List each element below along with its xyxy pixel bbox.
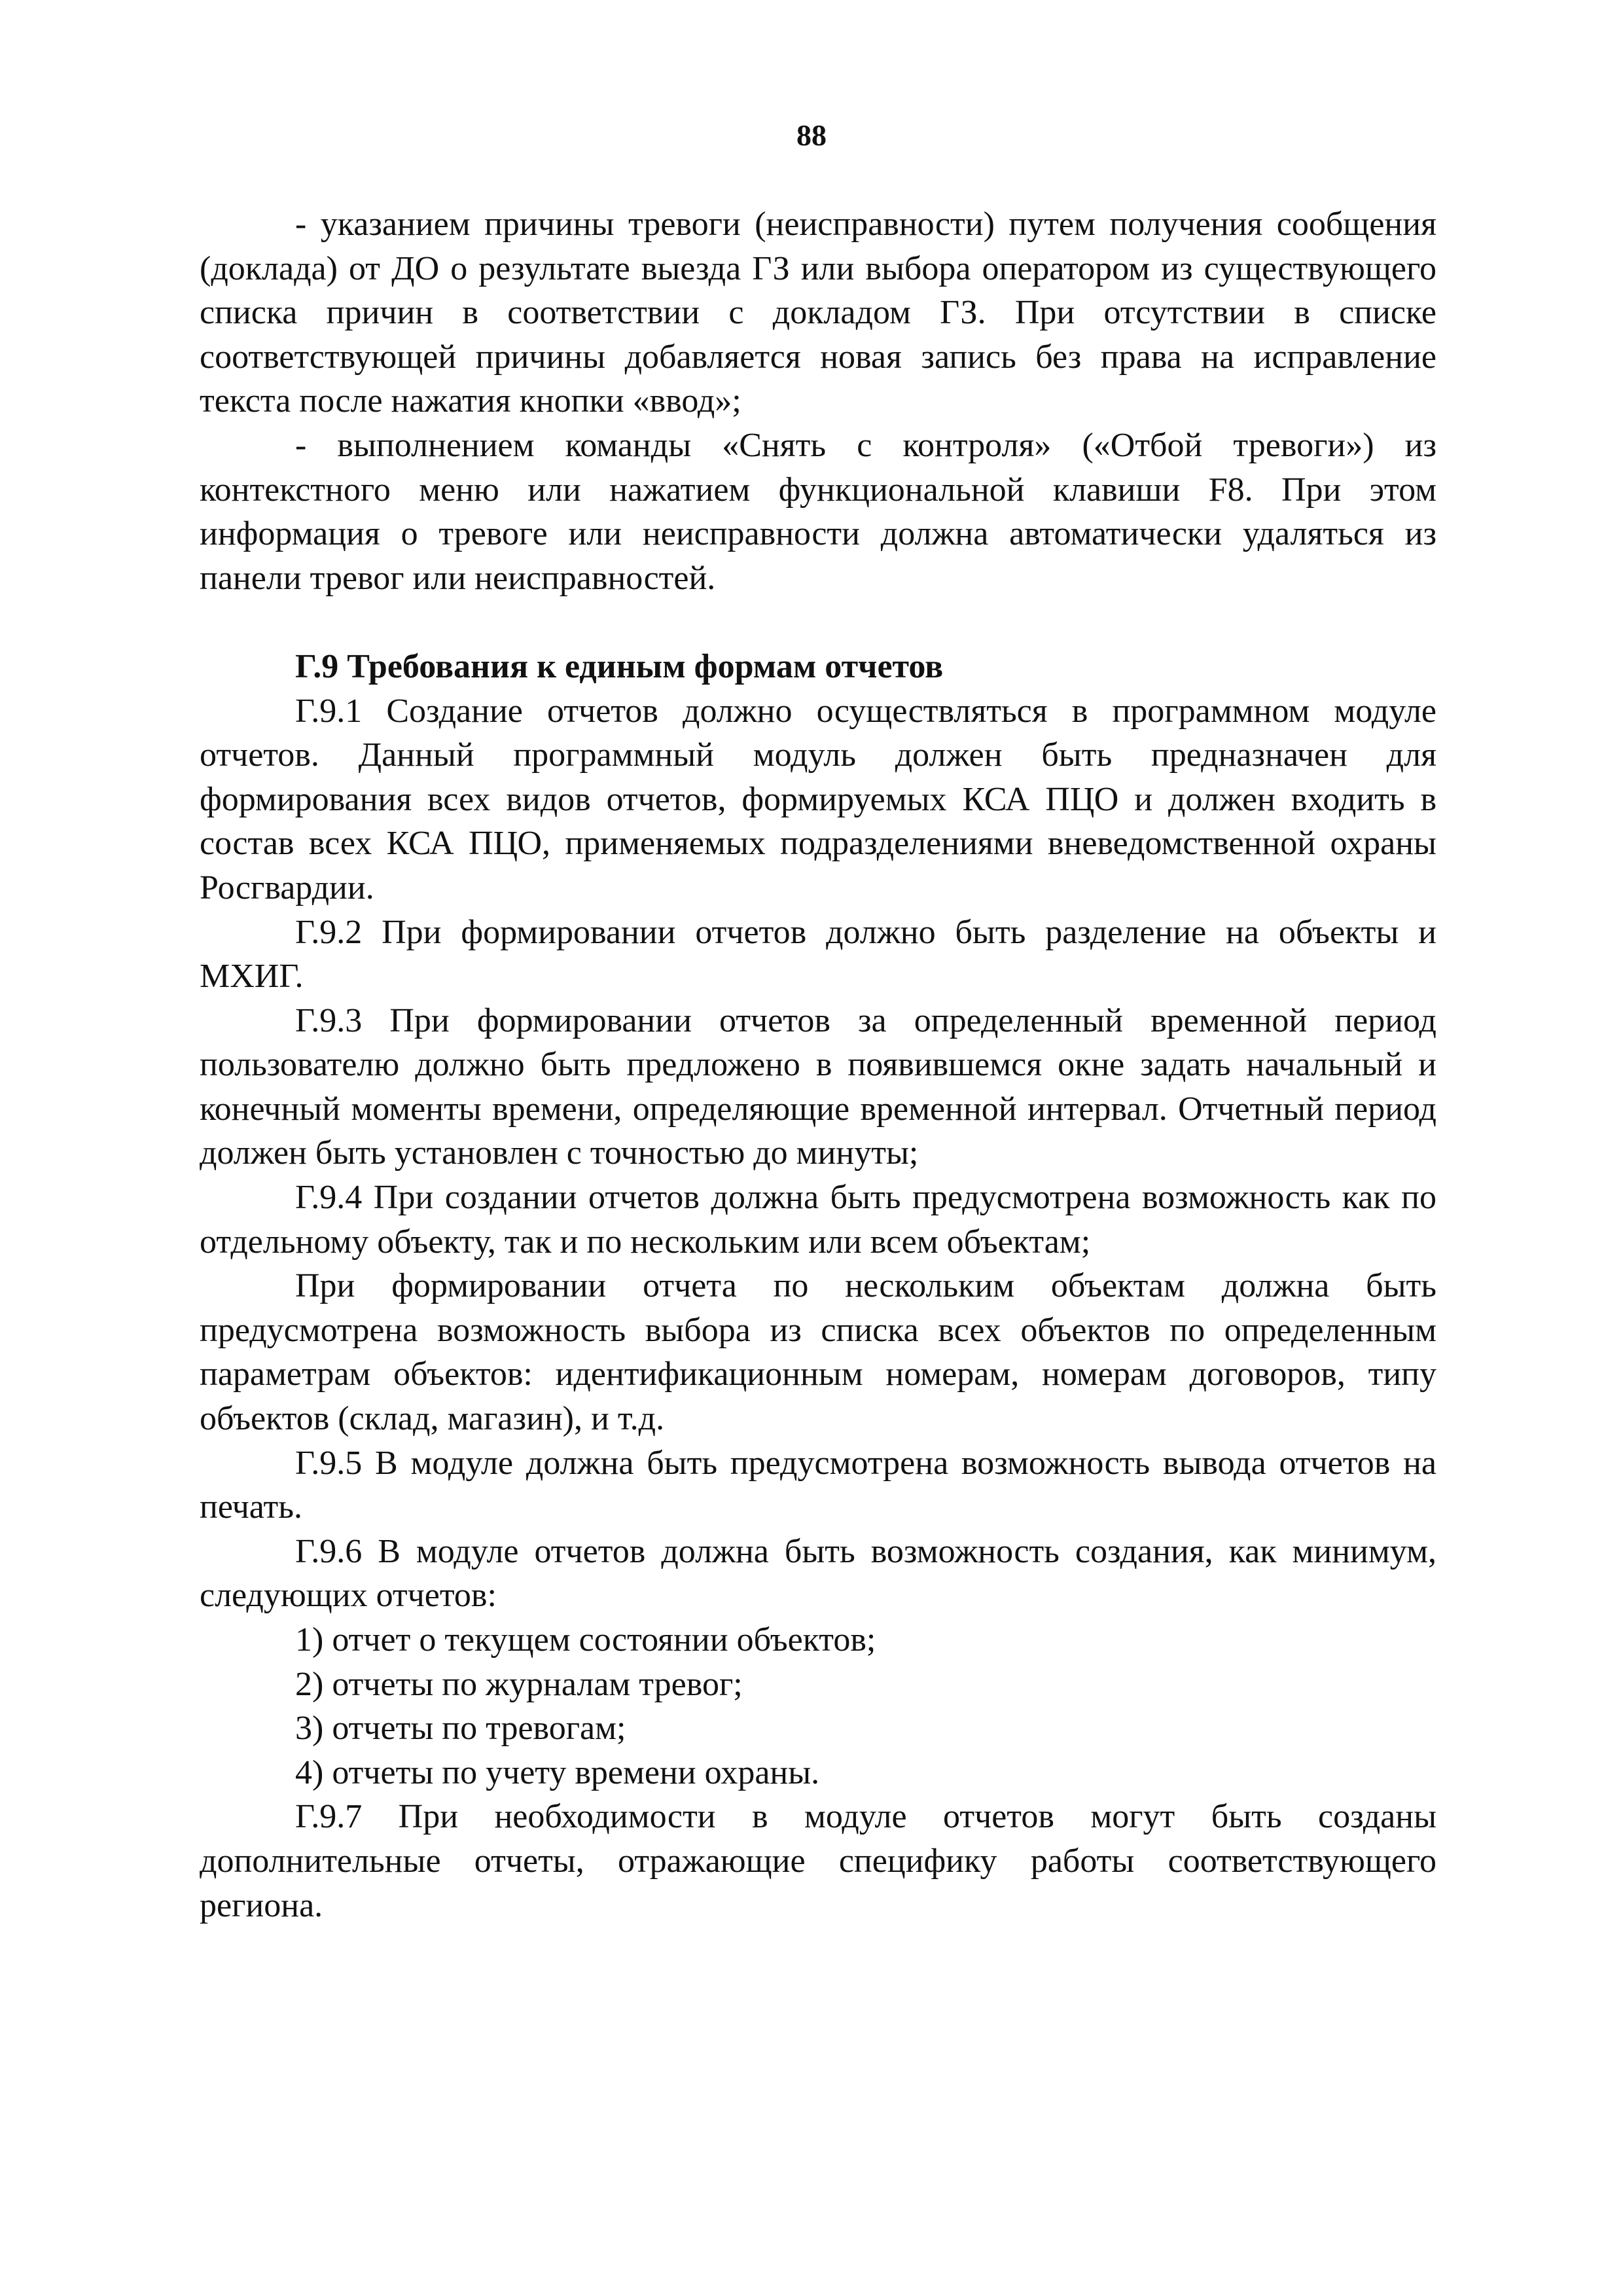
paragraph-g-9-7: Г.9.7 При необходимости в модуле отчетов могут быть созданы дополнительные отчеты, отражающие специфику работы соответствующего региона. [200,1798,1436,1924]
list-item: 1) отчет о текущем состоянии объектов; [295,1621,876,1659]
section-heading: Г.9 Требования к единым формам отчетов [295,647,944,685]
paragraph-alarm-reason: - указанием причины тревоги (неисправности) путем получения сообщения (доклада) от ДО о результате выезда ГЗ или выбора оператором из существующего списка причин в соответствии с докладом ГЗ. При отсутствии в списке соответствующей причины добавляется новая запись без права на исправление текста после нажатия кнопки «ввод»; [200,206,1436,420]
paragraph-g-9-3: Г.9.3 При формировании отчетов за определенный временной период пользователю должно быть предложено в появившемся окне задать начальный и конечный моменты времени, определяющие временной интервал. Отчетный период должен быть установлен с точностью до минуты; [200,1001,1436,1172]
page-number: 88 [796,118,827,152]
list-item: 3) отчеты по тревогам; [295,1710,626,1748]
paragraph-g-9-6: Г.9.6 В модуле отчетов должна быть возможность создания, как минимум, следующих отчетов: [200,1532,1436,1615]
list-item: 4) отчеты по учету времени охраны. [295,1753,820,1791]
paragraph-remove-control: - выполнением команды «Снять с контроля» («Отбой тревоги») из контекстного меню или нажатием функциональной клавиши F8. При этом информация о тревоге или неисправности должна автоматически удаляться из панели тревог или неисправностей. [200,426,1436,597]
document-body [200,202,1436,1928]
paragraph-g-9-1: Г.9.1 Создание отчетов должно осуществляться в программном модуле отчетов. Данный программный модуль должен быть предназначен для формирования всех видов отчетов, формируемых КСА ПЦО и должен входить в состав всех КСА ПЦО, применяемых подразделениями вневедомственной охраны Росгвардии. [200,692,1436,906]
paragraph-g-9-5: Г.9.5 В модуле должна быть предусмотрена возможность вывода отчетов на печать. [200,1444,1436,1526]
list-item: 2) отчеты по журналам тревог; [295,1665,743,1703]
paragraph-g-9-2: Г.9.2 При формировании отчетов должно быть разделение на объекты и МХИГ. [200,913,1436,996]
paragraph-multiple-objects: При формировании отчета по нескольким объектам должна быть предусмотрена возможность выбора из списка всех объектов по определенным параметрам объектов: идентификационным номерам, номерам договоров, типу объектов (склад, магазин), и т.д. [200,1267,1436,1438]
paragraph-g-9-4: Г.9.4 При создании отчетов должна быть предусмотрена возможность как по отдельному объекту, так и по нескольким или всем объектам; [200,1179,1436,1261]
